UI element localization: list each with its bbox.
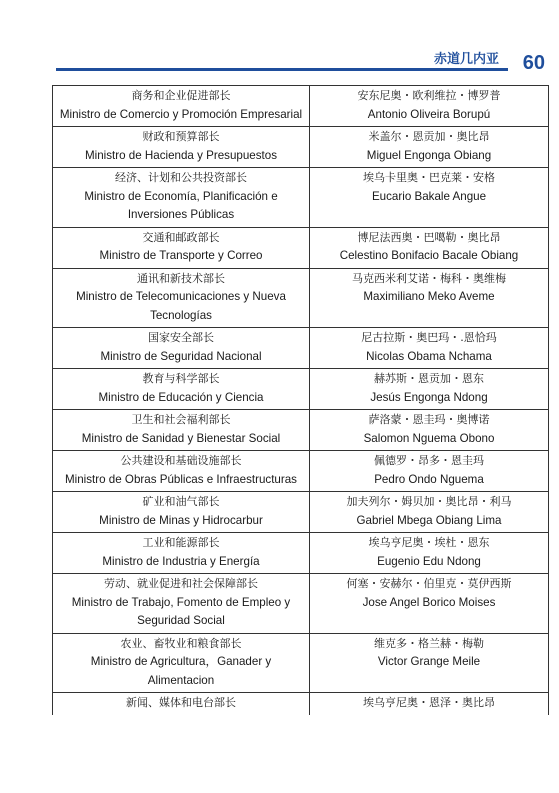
name-zh: 马克西米利艾诺・梅科・奥维梅: [352, 271, 506, 285]
post-zh: 商务和企业促进部长: [131, 89, 231, 102]
post-es: Ministro de Educación y Ciencia: [98, 390, 264, 404]
post-zh: 教育与科学部长: [142, 372, 220, 385]
table-row: [53, 268, 549, 328]
post-cell: [53, 633, 310, 693]
table-row: [53, 168, 549, 228]
name-cell: [310, 227, 549, 268]
name-cell: [310, 533, 549, 574]
name-cell: [310, 633, 549, 693]
post-cell: [53, 410, 310, 451]
post-zh: 财政和预算部长: [142, 130, 220, 143]
post-cell: [53, 168, 310, 228]
post-zh: 经济、计划和公共投资部长: [115, 171, 247, 184]
post-cell: [53, 227, 310, 268]
name-zh: 萨洛蒙・恩圭玛・奥博诺: [368, 413, 490, 426]
post-cell: [53, 693, 310, 715]
page-number: 60: [522, 52, 545, 74]
name-zh: 尼古拉斯・奥巴玛・.恩恰玛: [361, 331, 497, 344]
post-zh: 通讯和新技术部长: [137, 271, 225, 285]
name-cell: [310, 693, 549, 715]
table-row: [53, 127, 549, 168]
name-es: Victor Grange Meile: [377, 655, 481, 668]
post-es: Ministro de Economía, Planificación e Inversiones Públicas: [84, 189, 278, 221]
table-row: [53, 86, 549, 127]
name-zh: 埃乌亨尼奥・恩泽・奥比昂: [363, 696, 495, 709]
name-cell: [310, 328, 549, 369]
post-zh: 工业和能源部长: [142, 536, 220, 549]
post-cell: [53, 86, 310, 127]
name-cell: [310, 492, 549, 533]
post-cell: [53, 451, 310, 492]
name-zh: 加夫列尔・姆贝加・奥比昂・利马: [346, 495, 512, 508]
post-es: Ministro de Transporte y Correo: [99, 249, 263, 262]
name-cell: [310, 574, 549, 634]
table-row: [53, 574, 549, 634]
ministers-table: [52, 85, 549, 715]
table-row: [53, 633, 549, 693]
name-cell: [310, 268, 549, 328]
post-es: Ministro de Hacienda y Presupuestos: [84, 148, 278, 162]
post-es: Ministro de Seguridad Nacional: [100, 349, 262, 363]
name-zh: 佩德罗・昂多・恩圭玛: [374, 454, 484, 467]
post-es: Ministro de Obras Públicas e Infraestructuras: [65, 472, 297, 486]
post-cell: [53, 533, 310, 574]
name-cell: [310, 168, 549, 228]
name-es: Jose Angel Borico Moises: [362, 595, 496, 609]
name-cell: [310, 410, 549, 451]
post-es: Ministro de Minas y Hidrocarbur: [99, 513, 263, 527]
table-row: [53, 492, 549, 533]
name-es: Gabriel Mbega Obiang Lima: [356, 513, 502, 527]
post-es: Ministro de Industria y Energía: [102, 554, 260, 568]
name-cell: [310, 86, 549, 127]
name-es: Jesús Engonga Ndong: [370, 390, 488, 404]
table-row: [53, 410, 549, 451]
post-es: Ministro de Agricultura，Ganader y Alimentacion: [90, 655, 272, 687]
post-cell: [53, 492, 310, 533]
table-row: [53, 693, 549, 715]
post-zh: 交通和邮政部长: [142, 230, 220, 244]
table-row: [53, 328, 549, 369]
post-cell: [53, 268, 310, 328]
name-zh: 赫苏斯・恩贡加・恩东: [374, 372, 484, 385]
name-zh: 安东尼奥・欧利维拉・博罗普: [357, 89, 501, 102]
header-rule: [56, 68, 508, 71]
name-es: Nicolas Obama Nchama: [366, 349, 492, 363]
post-zh: 劳动、就业促进和社会保障部长: [104, 577, 258, 590]
name-cell: [310, 369, 549, 410]
name-zh: 埃乌亨尼奥・埃杜・恩东: [368, 536, 490, 549]
table-row: [53, 533, 549, 574]
post-es: Ministro de Trabajo, Fomento de Empleo y Seguridad Social: [71, 595, 291, 627]
table-row: [53, 227, 549, 268]
name-es: Celestino Bonifacio Bacale Obiang: [339, 249, 519, 262]
name-cell: [310, 451, 549, 492]
post-cell: [53, 127, 310, 168]
name-zh: 埃乌卡里奥・巴克莱・安格: [363, 171, 495, 184]
table-row: [53, 451, 549, 492]
header-country: 赤道几内亚: [433, 52, 499, 67]
name-cell: [310, 127, 549, 168]
post-zh: 农业、畜牧业和粮食部长: [120, 636, 242, 650]
post-zh: 公共建设和基础设施部长: [120, 454, 242, 467]
name-zh: 米盖尔・恩贡加・奥比昂: [368, 130, 490, 143]
name-zh: 博尼法西奥・巴噶勒・奥比昂: [357, 230, 501, 244]
post-es: Ministro de Comercio y Promoción Empresarial: [59, 107, 303, 121]
name-es: Salomon Nguema Obono: [363, 431, 495, 445]
post-es: Ministro de Sanidad y Bienestar Social: [81, 431, 281, 445]
table-row: [53, 369, 549, 410]
name-es: Eucario Bakale Angue: [371, 189, 487, 203]
post-cell: [53, 369, 310, 410]
post-zh: 新闻、媒体和电台部长: [126, 696, 236, 709]
name-es: Antonio Oliveira Borupú: [367, 107, 491, 121]
post-zh: 国家安全部长: [148, 331, 214, 344]
post-zh: 矿业和油气部长: [142, 495, 220, 508]
name-es: Maximiliano Meko Aveme: [363, 290, 495, 303]
post-es: Ministro de Telecomunicaciones y Nueva Tecnologías: [76, 290, 286, 322]
page-header: [0, 0, 559, 80]
post-cell: [53, 328, 310, 369]
name-es: Miguel Engonga Obiang: [366, 148, 492, 162]
name-es: Pedro Ondo Nguema: [374, 472, 484, 486]
post-zh: 卫生和社会福利部长: [131, 413, 231, 426]
name-zh: 维克多・格兰赫・梅勒: [374, 636, 484, 650]
post-cell: [53, 574, 310, 634]
name-es: Eugenio Edu Ndong: [377, 554, 481, 568]
name-zh: 何塞・安赫尔・伯里克・莫伊西斯: [346, 577, 512, 590]
